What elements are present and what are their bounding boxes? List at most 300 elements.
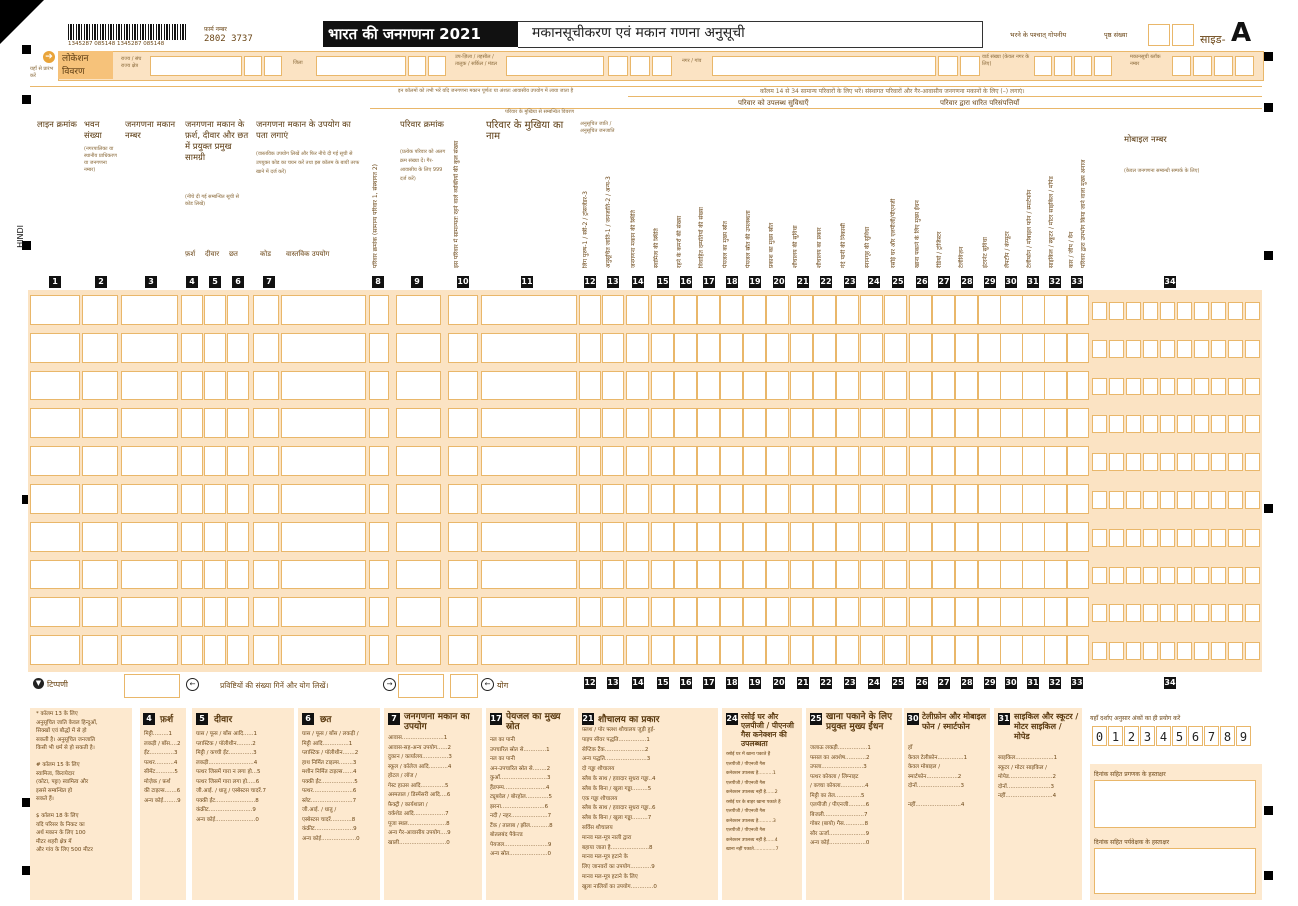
subdistrict-code-2[interactable] (630, 56, 650, 76)
entry-cell[interactable] (253, 484, 279, 514)
entry-cell[interactable] (579, 560, 601, 590)
entry-cell[interactable] (1022, 371, 1045, 401)
entry-cell[interactable] (448, 295, 478, 325)
entry-cell[interactable] (860, 597, 883, 627)
entry-cell[interactable] (884, 484, 907, 514)
mobile-digit-cell[interactable] (1160, 378, 1175, 396)
entry-cell[interactable] (1000, 522, 1023, 552)
entry-cell[interactable] (626, 635, 649, 665)
entry-cell[interactable] (602, 295, 624, 325)
entry-cell[interactable] (932, 484, 955, 514)
entry-cell[interactable] (602, 446, 624, 476)
entry-cell[interactable] (121, 295, 178, 325)
entry-cell[interactable] (1067, 560, 1089, 590)
entry-cell[interactable] (30, 560, 80, 590)
entry-cell[interactable] (30, 408, 80, 438)
entry-cell[interactable] (82, 295, 118, 325)
mobile-digit-cell[interactable] (1177, 302, 1192, 320)
mobile-digit-cell[interactable] (1228, 529, 1243, 547)
entry-cell[interactable] (1044, 484, 1067, 514)
entry-cell[interactable] (813, 408, 836, 438)
entry-cell[interactable] (1067, 522, 1089, 552)
mobile-digit-cell[interactable] (1194, 642, 1209, 660)
entry-cell[interactable] (978, 446, 1001, 476)
entry-cell[interactable] (82, 446, 118, 476)
entry-cell[interactable] (909, 597, 932, 627)
entry-cell[interactable] (790, 522, 813, 552)
entry-cell[interactable] (1044, 371, 1067, 401)
entry-cell[interactable] (204, 295, 226, 325)
hlb-code-4[interactable] (1235, 56, 1254, 76)
entry-cell[interactable] (720, 446, 743, 476)
entry-cell[interactable] (204, 408, 226, 438)
mobile-digit-cell[interactable] (1245, 340, 1260, 358)
entry-cell[interactable] (227, 408, 249, 438)
entry-cell[interactable] (978, 522, 1001, 552)
entry-cell[interactable] (204, 484, 226, 514)
mobile-digit-cell[interactable] (1211, 642, 1226, 660)
mobile-digit-cell[interactable] (1245, 302, 1260, 320)
mobile-digit-cell[interactable] (1126, 340, 1141, 358)
entry-cell[interactable] (253, 371, 279, 401)
district-field[interactable] (316, 56, 406, 76)
entry-cell[interactable] (1000, 597, 1023, 627)
entry-cell[interactable] (884, 522, 907, 552)
entry-cell[interactable] (281, 371, 366, 401)
mobile-digit-cell[interactable] (1126, 491, 1141, 509)
mobile-digit-cell[interactable] (1245, 642, 1260, 660)
entry-cell[interactable] (932, 333, 955, 363)
entry-cell[interactable] (396, 484, 441, 514)
entry-cell[interactable] (1067, 446, 1089, 476)
entry-cell[interactable] (813, 371, 836, 401)
entry-cell[interactable] (743, 560, 766, 590)
district-code-2[interactable] (428, 56, 446, 76)
entry-cell[interactable] (651, 371, 674, 401)
entry-cell[interactable] (121, 333, 178, 363)
entry-cell[interactable] (204, 446, 226, 476)
entry-cell[interactable] (978, 484, 1001, 514)
entry-cell[interactable] (860, 408, 883, 438)
subdistrict-code-3[interactable] (652, 56, 672, 76)
entry-cell[interactable] (651, 597, 674, 627)
entry-cell[interactable] (1044, 522, 1067, 552)
town-code-1[interactable] (938, 56, 958, 76)
total-count-box-2[interactable] (398, 674, 444, 698)
mobile-digit-cell[interactable] (1126, 567, 1141, 585)
entry-cell[interactable] (626, 295, 649, 325)
state-field[interactable] (150, 56, 242, 76)
entry-cell[interactable] (1067, 635, 1089, 665)
entry-cell[interactable] (227, 295, 249, 325)
entry-cell[interactable] (602, 408, 624, 438)
entry-cell[interactable] (697, 295, 720, 325)
entry-cell[interactable] (181, 522, 203, 552)
entry-cell[interactable] (448, 635, 478, 665)
entry-cell[interactable] (720, 295, 743, 325)
entry-cell[interactable] (1000, 333, 1023, 363)
entry-cell[interactable] (1022, 522, 1045, 552)
mobile-digit-cell[interactable] (1245, 378, 1260, 396)
entry-cell[interactable] (369, 408, 389, 438)
entry-cell[interactable] (369, 484, 389, 514)
entry-cell[interactable] (743, 522, 766, 552)
entry-cell[interactable] (579, 446, 601, 476)
mobile-digit-cell[interactable] (1194, 415, 1209, 433)
mobile-digit-cell[interactable] (1211, 529, 1226, 547)
entry-cell[interactable] (766, 560, 789, 590)
entry-cell[interactable] (481, 635, 577, 665)
mobile-digit-cell[interactable] (1092, 604, 1107, 622)
entry-cell[interactable] (121, 597, 178, 627)
entry-cell[interactable] (790, 371, 813, 401)
entry-cell[interactable] (369, 635, 389, 665)
entry-cell[interactable] (932, 446, 955, 476)
entry-cell[interactable] (790, 484, 813, 514)
mobile-digit-cell[interactable] (1126, 604, 1141, 622)
entry-cell[interactable] (697, 333, 720, 363)
mobile-digit-cell[interactable] (1109, 302, 1124, 320)
entry-cell[interactable] (836, 484, 859, 514)
subdistrict-code-1[interactable] (608, 56, 628, 76)
mobile-digit-cell[interactable] (1109, 642, 1124, 660)
entry-cell[interactable] (955, 295, 978, 325)
entry-cell[interactable] (121, 371, 178, 401)
entry-cell[interactable] (697, 522, 720, 552)
entry-cell[interactable] (281, 333, 366, 363)
entry-cell[interactable] (82, 408, 118, 438)
entry-cell[interactable] (674, 560, 697, 590)
total-count-box-3[interactable] (450, 674, 478, 698)
entry-cell[interactable] (651, 635, 674, 665)
entry-cell[interactable] (720, 408, 743, 438)
mobile-digit-cell[interactable] (1211, 302, 1226, 320)
mobile-digit-cell[interactable] (1177, 378, 1192, 396)
entry-cell[interactable] (396, 408, 441, 438)
entry-cell[interactable] (253, 597, 279, 627)
entry-cell[interactable] (369, 446, 389, 476)
entry-cell[interactable] (481, 408, 577, 438)
mobile-digit-cell[interactable] (1177, 604, 1192, 622)
entry-cell[interactable] (227, 484, 249, 514)
entry-cell[interactable] (1044, 408, 1067, 438)
entry-cell[interactable] (1044, 597, 1067, 627)
entry-cell[interactable] (836, 635, 859, 665)
entry-cell[interactable] (720, 597, 743, 627)
mobile-digit-cell[interactable] (1194, 529, 1209, 547)
entry-cell[interactable] (579, 408, 601, 438)
entry-cell[interactable] (204, 597, 226, 627)
mobile-digit-cell[interactable] (1211, 453, 1226, 471)
entry-cell[interactable] (579, 522, 601, 552)
entry-cell[interactable] (697, 484, 720, 514)
entry-cell[interactable] (651, 484, 674, 514)
entry-cell[interactable] (651, 560, 674, 590)
entry-cell[interactable] (448, 371, 478, 401)
entry-cell[interactable] (651, 446, 674, 476)
entry-cell[interactable] (836, 522, 859, 552)
entry-cell[interactable] (204, 333, 226, 363)
entry-cell[interactable] (836, 597, 859, 627)
mobile-digit-cell[interactable] (1143, 415, 1158, 433)
entry-cell[interactable] (121, 408, 178, 438)
entry-cell[interactable] (884, 635, 907, 665)
mobile-digit-cell[interactable] (1092, 491, 1107, 509)
entry-cell[interactable] (978, 333, 1001, 363)
mobile-digit-cell[interactable] (1245, 567, 1260, 585)
entry-cell[interactable] (253, 522, 279, 552)
entry-cell[interactable] (281, 560, 366, 590)
entry-cell[interactable] (579, 635, 601, 665)
mobile-digit-cell[interactable] (1177, 491, 1192, 509)
entry-cell[interactable] (181, 371, 203, 401)
entry-cell[interactable] (909, 408, 932, 438)
mobile-digit-cell[interactable] (1109, 529, 1124, 547)
entry-cell[interactable] (790, 295, 813, 325)
entry-cell[interactable] (651, 333, 674, 363)
mobile-digit-cell[interactable] (1160, 340, 1175, 358)
entry-cell[interactable] (181, 295, 203, 325)
mobile-digit-cell[interactable] (1245, 415, 1260, 433)
entry-cell[interactable] (1022, 597, 1045, 627)
entry-cell[interactable] (602, 333, 624, 363)
mobile-digit-cell[interactable] (1109, 415, 1124, 433)
entry-cell[interactable] (720, 333, 743, 363)
entry-cell[interactable] (448, 597, 478, 627)
entry-cell[interactable] (369, 522, 389, 552)
mobile-digit-cell[interactable] (1160, 642, 1175, 660)
entry-cell[interactable] (82, 484, 118, 514)
entry-cell[interactable] (909, 371, 932, 401)
entry-cell[interactable] (932, 597, 955, 627)
entry-cell[interactable] (860, 295, 883, 325)
entry-cell[interactable] (932, 560, 955, 590)
entry-cell[interactable] (743, 635, 766, 665)
entry-cell[interactable] (884, 295, 907, 325)
state-code-2[interactable] (264, 56, 282, 76)
mobile-digit-cell[interactable] (1211, 567, 1226, 585)
entry-cell[interactable] (30, 371, 80, 401)
entry-cell[interactable] (1000, 371, 1023, 401)
entry-cell[interactable] (1000, 446, 1023, 476)
entry-cell[interactable] (481, 446, 577, 476)
entry-cell[interactable] (1067, 371, 1089, 401)
mobile-digit-cell[interactable] (1092, 453, 1107, 471)
mobile-digit-cell[interactable] (1143, 567, 1158, 585)
entry-cell[interactable] (766, 295, 789, 325)
mobile-digit-cell[interactable] (1228, 302, 1243, 320)
mobile-digit-cell[interactable] (1143, 340, 1158, 358)
entry-cell[interactable] (743, 333, 766, 363)
entry-cell[interactable] (674, 446, 697, 476)
entry-cell[interactable] (1022, 295, 1045, 325)
mobile-digit-cell[interactable] (1228, 491, 1243, 509)
mobile-digit-cell[interactable] (1211, 340, 1226, 358)
mobile-digit-cell[interactable] (1109, 491, 1124, 509)
mobile-digit-cell[interactable] (1160, 415, 1175, 433)
mobile-digit-cell[interactable] (1160, 604, 1175, 622)
entry-cell[interactable] (836, 446, 859, 476)
entry-cell[interactable] (978, 408, 1001, 438)
mobile-digit-cell[interactable] (1109, 378, 1124, 396)
mobile-digit-cell[interactable] (1092, 529, 1107, 547)
town-field[interactable] (712, 56, 936, 76)
entry-cell[interactable] (790, 446, 813, 476)
entry-cell[interactable] (1000, 408, 1023, 438)
hlb-code-1[interactable] (1172, 56, 1191, 76)
entry-cell[interactable] (720, 484, 743, 514)
entry-cell[interactable] (1022, 635, 1045, 665)
entry-cell[interactable] (626, 371, 649, 401)
entry-cell[interactable] (1044, 560, 1067, 590)
entry-cell[interactable] (674, 371, 697, 401)
entry-cell[interactable] (697, 560, 720, 590)
mobile-digit-cell[interactable] (1211, 491, 1226, 509)
entry-cell[interactable] (978, 295, 1001, 325)
entry-cell[interactable] (955, 446, 978, 476)
entry-cell[interactable] (1067, 597, 1089, 627)
entry-cell[interactable] (743, 484, 766, 514)
mobile-digit-cell[interactable] (1092, 567, 1107, 585)
mobile-digit-cell[interactable] (1194, 604, 1209, 622)
page-no-box-2[interactable] (1172, 24, 1194, 46)
mobile-digit-cell[interactable] (1160, 567, 1175, 585)
mobile-digit-cell[interactable] (1143, 302, 1158, 320)
entry-cell[interactable] (181, 635, 203, 665)
entry-cell[interactable] (720, 522, 743, 552)
mobile-digit-cell[interactable] (1228, 415, 1243, 433)
entry-cell[interactable] (281, 522, 366, 552)
entry-cell[interactable] (204, 560, 226, 590)
entry-cell[interactable] (253, 408, 279, 438)
entry-cell[interactable] (1022, 484, 1045, 514)
entry-cell[interactable] (860, 484, 883, 514)
entry-cell[interactable] (369, 371, 389, 401)
entry-cell[interactable] (1067, 295, 1089, 325)
entry-cell[interactable] (909, 333, 932, 363)
entry-cell[interactable] (790, 333, 813, 363)
entry-cell[interactable] (860, 522, 883, 552)
entry-cell[interactable] (253, 560, 279, 590)
mobile-digit-cell[interactable] (1211, 415, 1226, 433)
entry-cell[interactable] (626, 560, 649, 590)
entry-cell[interactable] (932, 371, 955, 401)
entry-cell[interactable] (30, 295, 80, 325)
mobile-digit-cell[interactable] (1092, 415, 1107, 433)
mobile-digit-cell[interactable] (1194, 378, 1209, 396)
entry-cell[interactable] (281, 408, 366, 438)
mobile-digit-cell[interactable] (1143, 529, 1158, 547)
entry-cell[interactable] (602, 371, 624, 401)
total-count-box-1[interactable] (124, 674, 180, 698)
entry-cell[interactable] (955, 522, 978, 552)
entry-cell[interactable] (121, 484, 178, 514)
entry-cell[interactable] (181, 408, 203, 438)
ward-code-3[interactable] (1074, 56, 1092, 76)
mobile-digit-cell[interactable] (1160, 491, 1175, 509)
entry-cell[interactable] (1067, 333, 1089, 363)
entry-cell[interactable] (743, 371, 766, 401)
entry-cell[interactable] (813, 522, 836, 552)
entry-cell[interactable] (227, 597, 249, 627)
entry-cell[interactable] (626, 446, 649, 476)
entry-cell[interactable] (204, 522, 226, 552)
mobile-digit-cell[interactable] (1245, 604, 1260, 622)
entry-cell[interactable] (1067, 408, 1089, 438)
entry-cell[interactable] (813, 635, 836, 665)
entry-cell[interactable] (253, 295, 279, 325)
mobile-digit-cell[interactable] (1228, 378, 1243, 396)
entry-cell[interactable] (909, 295, 932, 325)
entry-cell[interactable] (281, 635, 366, 665)
entry-cell[interactable] (978, 371, 1001, 401)
entry-cell[interactable] (674, 295, 697, 325)
mobile-digit-cell[interactable] (1143, 491, 1158, 509)
entry-cell[interactable] (602, 597, 624, 627)
entry-cell[interactable] (448, 446, 478, 476)
entry-cell[interactable] (932, 408, 955, 438)
entry-cell[interactable] (978, 560, 1001, 590)
mobile-digit-cell[interactable] (1211, 378, 1226, 396)
entry-cell[interactable] (884, 408, 907, 438)
entry-cell[interactable] (281, 446, 366, 476)
entry-cell[interactable] (281, 295, 366, 325)
mobile-digit-cell[interactable] (1194, 491, 1209, 509)
entry-cell[interactable] (720, 560, 743, 590)
entry-cell[interactable] (204, 635, 226, 665)
entry-cell[interactable] (813, 597, 836, 627)
entry-cell[interactable] (836, 408, 859, 438)
entry-cell[interactable] (860, 635, 883, 665)
entry-cell[interactable] (579, 597, 601, 627)
mobile-digit-cell[interactable] (1092, 642, 1107, 660)
town-code-2[interactable] (960, 56, 980, 76)
entry-cell[interactable] (884, 371, 907, 401)
entry-cell[interactable] (766, 635, 789, 665)
entry-cell[interactable] (651, 408, 674, 438)
entry-cell[interactable] (1000, 635, 1023, 665)
subdistrict-field[interactable] (506, 56, 604, 76)
entry-cell[interactable] (651, 522, 674, 552)
entry-cell[interactable] (766, 333, 789, 363)
entry-cell[interactable] (955, 560, 978, 590)
state-code-1[interactable] (244, 56, 262, 76)
district-code-1[interactable] (408, 56, 426, 76)
mobile-digit-cell[interactable] (1143, 604, 1158, 622)
entry-cell[interactable] (369, 560, 389, 590)
mobile-digit-cell[interactable] (1194, 340, 1209, 358)
entry-cell[interactable] (602, 560, 624, 590)
mobile-digit-cell[interactable] (1160, 529, 1175, 547)
entry-cell[interactable] (743, 295, 766, 325)
entry-cell[interactable] (396, 333, 441, 363)
entry-cell[interactable] (481, 295, 577, 325)
entry-cell[interactable] (121, 446, 178, 476)
entry-cell[interactable] (1044, 333, 1067, 363)
mobile-digit-cell[interactable] (1126, 453, 1141, 471)
entry-cell[interactable] (955, 635, 978, 665)
entry-cell[interactable] (181, 446, 203, 476)
entry-cell[interactable] (978, 635, 1001, 665)
entry-cell[interactable] (697, 597, 720, 627)
entry-cell[interactable] (813, 560, 836, 590)
entry-cell[interactable] (82, 371, 118, 401)
entry-cell[interactable] (674, 635, 697, 665)
entry-cell[interactable] (30, 446, 80, 476)
mobile-digit-cell[interactable] (1177, 453, 1192, 471)
entry-cell[interactable] (396, 522, 441, 552)
entry-cell[interactable] (955, 408, 978, 438)
